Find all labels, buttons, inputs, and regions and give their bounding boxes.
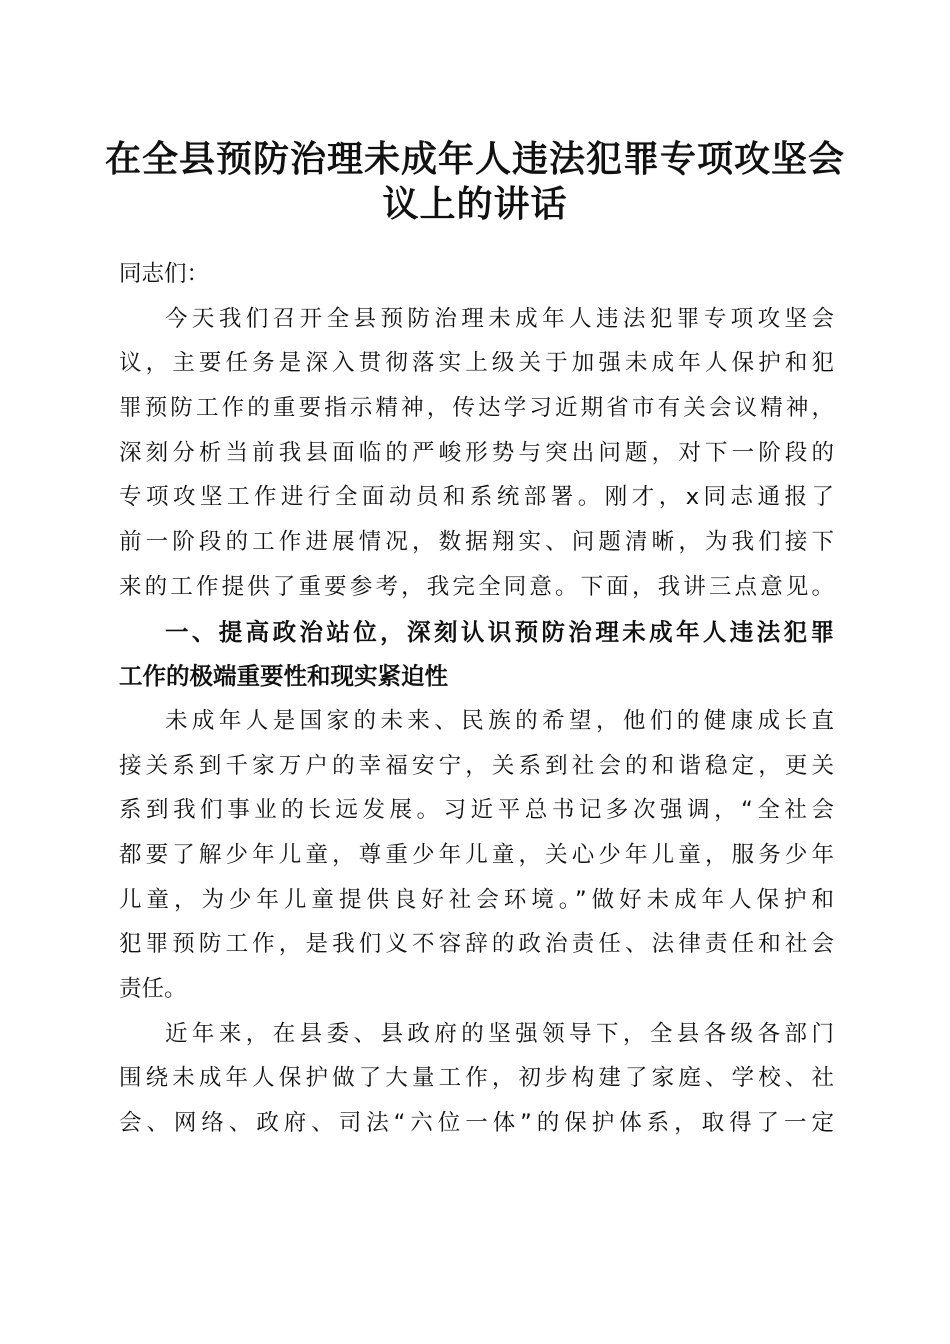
section-heading-line: 工作的极端重要性和现实紧迫性 [119,662,448,691]
paragraph-1 [119,297,834,610]
paragraph-2 [119,699,834,1012]
paragraph-3-line: 近年来，在县委、县政府的坚强领导下，全县各级各部门 [165,1020,834,1047]
paragraph-1-line: 前一阶段的工作进展情况，数据翔实、问题清晰，为我们接下 [119,529,834,556]
paragraph-2-line: 接关系到千家万户的幸福安宁，关系到社会的和谐稳定，更关 [119,752,834,779]
paragraph-1-line: 来的工作提供了重要参考，我完全同意。下面，我讲三点意见。 [119,573,834,600]
paragraph-1-line: 专项攻坚工作进行全面动员和系统部署。刚才，x同志通报了 [119,484,834,511]
paragraph-2-line: 犯罪预防工作，是我们义不容辞的政治责任、法律责任和社会 [119,931,834,958]
paragraph-2-line: 系到我们事业的长远发展。习近平总书记多次强调，“全社会 [119,797,834,824]
paragraph-1-line: 罪预防工作的重要指示精神，传达学习近期省市有关会议精神， [119,395,834,422]
title-line-1: 在全县预防治理未成年人违法犯罪专项攻坚会 [104,138,845,180]
paragraph-1-line: 今天我们召开全县预防治理未成年人违法犯罪专项攻坚会 [165,305,834,332]
salutation: 同志们： [119,261,210,287]
paragraph-2-line: 责任。 [119,976,187,1002]
section-heading-line: 一、提高政治站位，深刻认识预防治理未成年人违法犯罪 [165,617,834,646]
paragraph-1-line: 议，主要任务是深入贯彻落实上级关于加强未成年人保护和犯 [119,350,834,377]
paragraph-3 [119,1012,834,1146]
document-body [119,252,834,1146]
paragraph-2-line: 未成年人是国家的未来、民族的希望，他们的健康成长直 [165,707,834,734]
document-title [100,134,850,223]
title-line-2: 议上的讲话 [382,182,568,225]
paragraph-3-line: 围绕未成年人保护做了大量工作，初步构建了家庭、学校、社 [119,1065,834,1092]
paragraph-2-line: 儿童，为少年儿童提供良好社会环境。”做好未成年人保护和 [119,886,834,913]
section-heading-1 [119,610,834,699]
paragraph-3-line: 会、网络、政府、司法“六位一体”的保护体系，取得了一定 [119,1110,834,1137]
paragraph-2-line: 都要了解少年儿童，尊重少年儿童，关心少年儿童，服务少年 [119,841,834,868]
paragraph-1-line: 深刻分析当前我县面临的严峻形势与突出问题，对下一阶段的 [119,439,834,466]
